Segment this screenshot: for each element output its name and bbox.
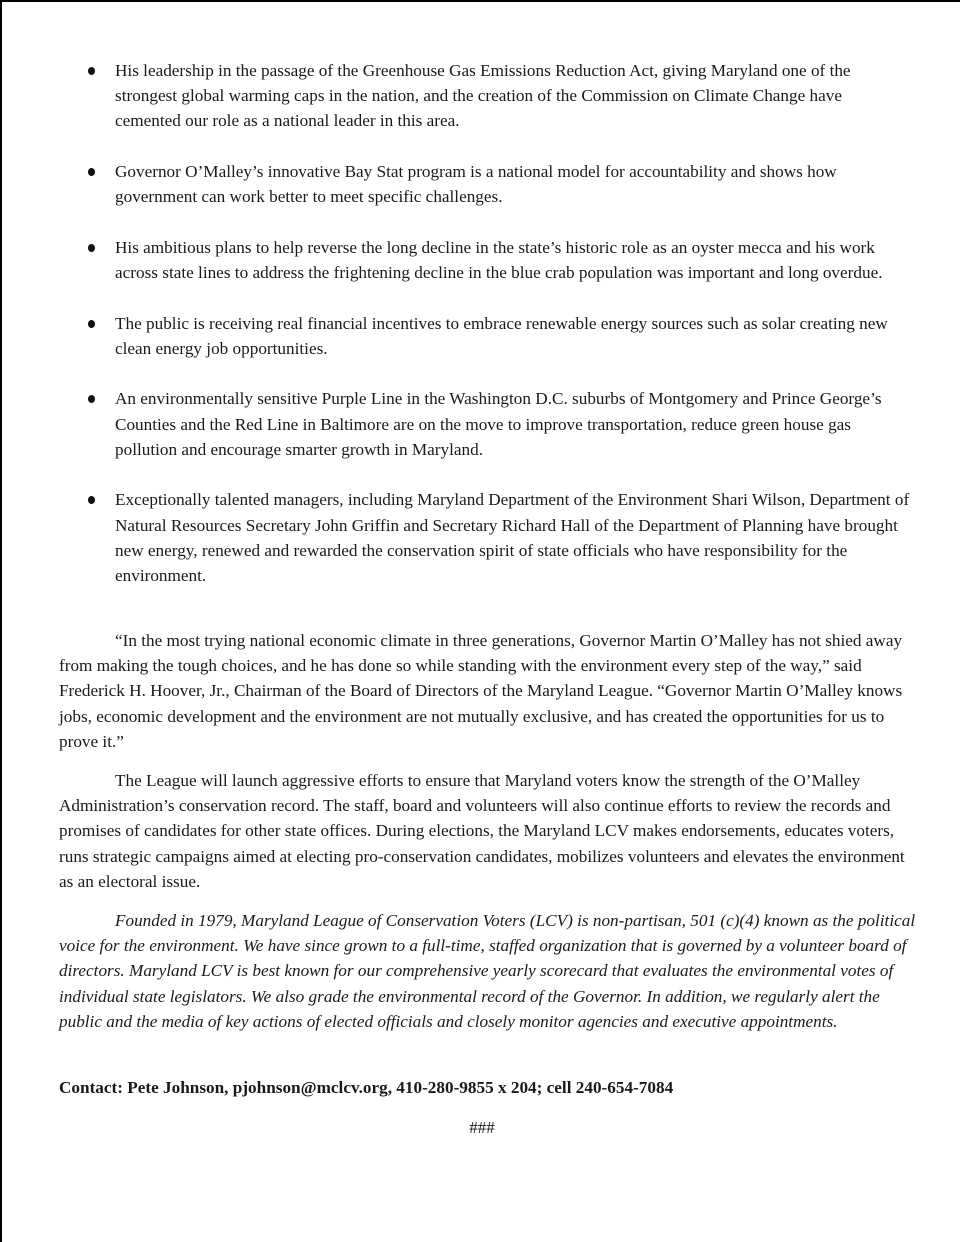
list-item [2, 487, 960, 588]
bullet-icon [88, 395, 95, 403]
about-paragraph: Founded in 1979, Maryland League of Conservation Voters (LCV) is non-partisan, 501 (c)(4) known as the political voice for the environment. We have since grown to a full-time, staffed organization that is governed by a volunteer board of directors. Maryland LCV is best known for our comprehensive yearly scorecard that evaluates the environmental votes of individual state legislators. We also grade the environmental record of the Governor. In addition, we regularly alert the public and the media of key actions of elected officials and closely monitor agencies and executive appointments. [59, 911, 916, 1031]
list-item [2, 159, 960, 209]
contact-line: Contact: Pete Johnson, pjohnson@mclcv.org, 410-280-9855 x 204; cell 240-654-7084 [59, 1078, 674, 1097]
list-item [2, 235, 960, 285]
bullet-text: His ambitious plans to help reverse the long decline in the state’s historic role as an oyster mecca and his work across state lines to address the frightening decline in the blue crab population was important and long overdue. [115, 237, 883, 282]
bullet-text: Governor O’Malley’s innovative Bay Stat program is a national model for accountability and shows how government can work better to meet specific challenges. [115, 162, 837, 207]
bullet-text: His leadership in the passage of the Greenhouse Gas Emissions Reduction Act, giving Maryland one of the strongest global warming caps in the nation, and the creation of the Commission on Climate Change have cemented our role as a national leader in this area. [115, 61, 851, 131]
bullet-text: The public is receiving real financial incentives to embrace renewable energy sources such as solar creating new clean energy job opportunities. [115, 313, 888, 358]
bullet-icon [88, 244, 95, 252]
list-item [2, 311, 960, 361]
end-mark: ### [469, 1118, 495, 1137]
bullet-text: An environmentally sensitive Purple Line in the Washington D.C. suburbs of Montgomery and Prince George’s Counties and the Red Line in Baltimore are on the move to improve transportation, reduce green house gas pollution and encourage smarter growth in Maryland. [115, 389, 882, 459]
bullet-text: Exceptionally talented managers, including Maryland Department of the Environment Shari Wilson, Department of Natural Resources Secretary John Griffin and Secretary Richard Hall of the Department of Planning have brought new energy, renewed and rewarded the conservation spirit of state officials who have responsibility for the environment. [115, 490, 910, 585]
accomplishments-list [2, 58, 960, 614]
list-item [2, 386, 960, 462]
quote-paragraph: “In the most trying national economic climate in three generations, Governor Martin O’Malley has not shied away from making the tough choices, and he has done so while standing with the environment every step of the way,” said Frederick H. Hoover, Jr., Chairman of the Board of Directors of the Maryland League. “Governor Martin O’Malley knows jobs, economic development and the environment are not mutually exclusive, and has created the opportunities for us to prove it.” [59, 631, 903, 751]
bullet-icon [88, 320, 95, 328]
league-paragraph: The League will launch aggressive efforts to ensure that Maryland voters know the strength of the O’Malley Administration’s conservation record. The staff, board and volunteers will also continue efforts to review the records and promises of candidates for other state offices. During elections, the Maryland LCV makes endorsements, educates voters, runs strategic campaigns aimed at electing pro-conservation candidates, mobilizes volunteers and elevates the environment as an electoral issue. [59, 771, 905, 891]
bullet-icon [88, 496, 95, 504]
list-item [2, 58, 960, 134]
bullet-icon [88, 67, 95, 75]
bullet-icon [88, 168, 95, 176]
